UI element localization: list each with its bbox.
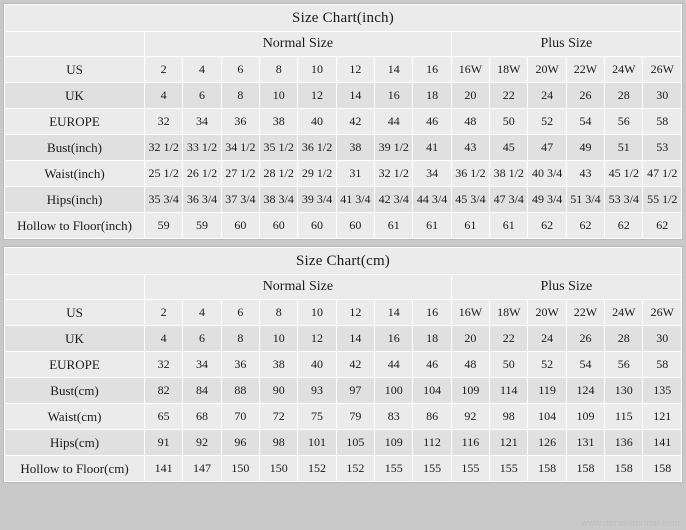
cell: 86	[413, 404, 451, 430]
table-row	[5, 187, 682, 213]
table-row	[5, 326, 682, 352]
group-header-plus: Plus Size	[451, 32, 681, 57]
cell: 40 3/4	[528, 161, 566, 187]
cell: 26	[566, 326, 604, 352]
cell: 10	[260, 326, 298, 352]
cell: 27 1/2	[221, 161, 259, 187]
cell: 52	[528, 352, 566, 378]
cell: 52	[528, 109, 566, 135]
cell: 40	[298, 109, 336, 135]
cell: 44	[375, 352, 413, 378]
cell: 116	[451, 430, 489, 456]
cell: 155	[451, 456, 489, 482]
cell: 155	[490, 456, 528, 482]
cell: 42	[336, 109, 374, 135]
cell: 147	[183, 456, 221, 482]
cell: 115	[605, 404, 643, 430]
cell: 22	[490, 326, 528, 352]
cell: 32 1/2	[375, 161, 413, 187]
cell: 8	[221, 326, 259, 352]
table-row	[5, 378, 682, 404]
cell: 24W	[605, 57, 643, 83]
cell: 97	[336, 378, 374, 404]
cell: 109	[375, 430, 413, 456]
cell: 65	[145, 404, 183, 430]
cell: 26	[566, 83, 604, 109]
cell: 50	[490, 109, 528, 135]
cell: 10	[260, 83, 298, 109]
cell: 39 1/2	[375, 135, 413, 161]
cell: 34	[183, 352, 221, 378]
cell: 54	[566, 352, 604, 378]
cell: 40	[298, 352, 336, 378]
cell: 14	[375, 57, 413, 83]
row-label: EUROPE	[5, 352, 145, 378]
cell: 18	[413, 83, 451, 109]
size-chart-cm	[3, 246, 683, 483]
cell: 20W	[528, 300, 566, 326]
cell: 49	[566, 135, 604, 161]
cell: 124	[566, 378, 604, 404]
row-label: EUROPE	[5, 109, 145, 135]
cell: 88	[221, 378, 259, 404]
row-label: Hips(inch)	[5, 187, 145, 213]
chart-title: Size Chart(inch)	[5, 5, 682, 32]
cell: 34	[183, 109, 221, 135]
cell: 44	[375, 109, 413, 135]
cell: 49 3/4	[528, 187, 566, 213]
cell: 31	[336, 161, 374, 187]
cell: 101	[298, 430, 336, 456]
cell: 36	[221, 352, 259, 378]
cell: 61	[451, 213, 489, 239]
chart-title-row	[5, 248, 682, 275]
cell: 158	[566, 456, 604, 482]
cell: 61	[413, 213, 451, 239]
table-row	[5, 57, 682, 83]
cell: 45	[490, 135, 528, 161]
cell: 22W	[566, 300, 604, 326]
cell: 53 3/4	[605, 187, 643, 213]
cell: 4	[145, 83, 183, 109]
cell: 20W	[528, 57, 566, 83]
cell: 12	[298, 83, 336, 109]
row-label: Hollow to Floor(inch)	[5, 213, 145, 239]
table-row	[5, 456, 682, 482]
cell: 60	[298, 213, 336, 239]
cell: 8	[221, 83, 259, 109]
cell: 33 1/2	[183, 135, 221, 161]
cell: 25 1/2	[145, 161, 183, 187]
cell: 79	[336, 404, 374, 430]
cell: 60	[260, 213, 298, 239]
cell: 14	[336, 83, 374, 109]
cell: 36 1/2	[451, 161, 489, 187]
cell: 24	[528, 83, 566, 109]
cell: 18	[413, 326, 451, 352]
cell: 12	[298, 326, 336, 352]
cell: 47 3/4	[490, 187, 528, 213]
cell: 58	[643, 352, 682, 378]
cell: 158	[643, 456, 682, 482]
cell: 155	[375, 456, 413, 482]
cell: 22	[490, 83, 528, 109]
cell: 35 1/2	[260, 135, 298, 161]
cell: 62	[528, 213, 566, 239]
cell: 83	[375, 404, 413, 430]
group-header-normal: Normal Size	[145, 275, 452, 300]
cell: 75	[298, 404, 336, 430]
group-header-normal: Normal Size	[145, 32, 452, 57]
cell: 16	[413, 57, 451, 83]
cell: 43	[451, 135, 489, 161]
cell: 48	[451, 352, 489, 378]
cell: 8	[260, 57, 298, 83]
cell: 59	[145, 213, 183, 239]
row-label: Waist(cm)	[5, 404, 145, 430]
cell: 4	[145, 326, 183, 352]
table-row	[5, 213, 682, 239]
cell: 61	[490, 213, 528, 239]
cell: 104	[528, 404, 566, 430]
cell: 10	[298, 300, 336, 326]
cell: 56	[605, 352, 643, 378]
row-label: Hollow to Floor(cm)	[5, 456, 145, 482]
cell: 2	[145, 57, 183, 83]
cell: 126	[528, 430, 566, 456]
cell: 14	[336, 326, 374, 352]
cell: 39 3/4	[298, 187, 336, 213]
cell: 42	[336, 352, 374, 378]
cell: 32	[145, 109, 183, 135]
cell: 24W	[605, 300, 643, 326]
cell: 18W	[490, 300, 528, 326]
cell: 16W	[451, 57, 489, 83]
cell: 37 3/4	[221, 187, 259, 213]
cell: 59	[183, 213, 221, 239]
cell: 135	[643, 378, 682, 404]
cell: 158	[605, 456, 643, 482]
cell: 47 1/2	[643, 161, 682, 187]
cell: 98	[260, 430, 298, 456]
table-row	[5, 300, 682, 326]
table-row	[5, 430, 682, 456]
row-label: Bust(cm)	[5, 378, 145, 404]
group-header-row	[5, 275, 682, 300]
cell: 58	[643, 109, 682, 135]
cell: 51	[605, 135, 643, 161]
cell: 14	[375, 300, 413, 326]
cell: 105	[336, 430, 374, 456]
cell: 72	[260, 404, 298, 430]
row-label: Hips(cm)	[5, 430, 145, 456]
cell: 16	[375, 83, 413, 109]
cell: 20	[451, 83, 489, 109]
cell: 92	[451, 404, 489, 430]
chart-title-row	[5, 5, 682, 32]
cell: 26W	[643, 300, 682, 326]
cell: 155	[413, 456, 451, 482]
cell: 61	[375, 213, 413, 239]
cell: 48	[451, 109, 489, 135]
cell: 141	[643, 430, 682, 456]
cell: 68	[183, 404, 221, 430]
cell: 112	[413, 430, 451, 456]
cell: 54	[566, 109, 604, 135]
cell: 50	[490, 352, 528, 378]
cell: 41 3/4	[336, 187, 374, 213]
cell: 56	[605, 109, 643, 135]
cell: 62	[605, 213, 643, 239]
cell: 60	[336, 213, 374, 239]
cell: 150	[260, 456, 298, 482]
cell: 91	[145, 430, 183, 456]
table-row	[5, 352, 682, 378]
cell: 6	[183, 326, 221, 352]
cell: 28	[605, 326, 643, 352]
cell: 29 1/2	[298, 161, 336, 187]
cell: 109	[451, 378, 489, 404]
row-label: Bust(inch)	[5, 135, 145, 161]
cell: 16W	[451, 300, 489, 326]
table-row	[5, 135, 682, 161]
cell: 121	[643, 404, 682, 430]
cell: 38	[260, 109, 298, 135]
cell: 109	[566, 404, 604, 430]
cell: 53	[643, 135, 682, 161]
cell: 20	[451, 326, 489, 352]
cell: 55 1/2	[643, 187, 682, 213]
cell: 47	[528, 135, 566, 161]
cell: 51 3/4	[566, 187, 604, 213]
cell: 130	[605, 378, 643, 404]
cell: 24	[528, 326, 566, 352]
cell: 93	[298, 378, 336, 404]
cell: 42 3/4	[375, 187, 413, 213]
cell: 46	[413, 352, 451, 378]
cell: 26 1/2	[183, 161, 221, 187]
row-label: Waist(inch)	[5, 161, 145, 187]
cell: 28	[605, 83, 643, 109]
cell: 6	[183, 83, 221, 109]
cell: 104	[413, 378, 451, 404]
cell: 82	[145, 378, 183, 404]
cell: 90	[260, 378, 298, 404]
cell: 28 1/2	[260, 161, 298, 187]
size-chart-inch	[3, 3, 683, 240]
cell: 4	[183, 57, 221, 83]
cell: 6	[221, 57, 259, 83]
cell: 38 1/2	[490, 161, 528, 187]
cell: 119	[528, 378, 566, 404]
cell: 32	[145, 352, 183, 378]
cell: 36 3/4	[183, 187, 221, 213]
cell: 18W	[490, 57, 528, 83]
cell: 35 3/4	[145, 187, 183, 213]
cell: 30	[643, 326, 682, 352]
row-label: UK	[5, 326, 145, 352]
cell: 136	[605, 430, 643, 456]
cell: 16	[413, 300, 451, 326]
cell: 158	[528, 456, 566, 482]
cell: 141	[145, 456, 183, 482]
cell: 22W	[566, 57, 604, 83]
cell: 150	[221, 456, 259, 482]
cell: 45 1/2	[605, 161, 643, 187]
cell: 84	[183, 378, 221, 404]
cell: 92	[183, 430, 221, 456]
cell: 6	[221, 300, 259, 326]
cell: 8	[260, 300, 298, 326]
cell: 100	[375, 378, 413, 404]
row-label: UK	[5, 83, 145, 109]
cell: 70	[221, 404, 259, 430]
cell: 34 1/2	[221, 135, 259, 161]
cell: 62	[643, 213, 682, 239]
chart-title: Size Chart(cm)	[5, 248, 682, 275]
size-chart-cm-table	[4, 247, 682, 482]
cell: 41	[413, 135, 451, 161]
cell: 44 3/4	[413, 187, 451, 213]
cell: 16	[375, 326, 413, 352]
row-label: US	[5, 300, 145, 326]
cell: 62	[566, 213, 604, 239]
cell: 30	[643, 83, 682, 109]
group-header-blank	[5, 275, 145, 300]
row-label: US	[5, 57, 145, 83]
cell: 38 3/4	[260, 187, 298, 213]
cell: 34	[413, 161, 451, 187]
cell: 26W	[643, 57, 682, 83]
cell: 43	[566, 161, 604, 187]
size-chart-inch-table	[4, 4, 682, 239]
cell: 10	[298, 57, 336, 83]
group-header-blank	[5, 32, 145, 57]
table-row	[5, 404, 682, 430]
cell: 32 1/2	[145, 135, 183, 161]
group-header-row	[5, 32, 682, 57]
table-row	[5, 161, 682, 187]
cell: 12	[336, 57, 374, 83]
cell: 4	[183, 300, 221, 326]
cell: 45 3/4	[451, 187, 489, 213]
cell: 114	[490, 378, 528, 404]
cell: 36	[221, 109, 259, 135]
table-row	[5, 83, 682, 109]
table-row	[5, 109, 682, 135]
cell: 98	[490, 404, 528, 430]
cell: 152	[298, 456, 336, 482]
cell: 2	[145, 300, 183, 326]
group-header-plus: Plus Size	[451, 275, 681, 300]
cell: 121	[490, 430, 528, 456]
cell: 96	[221, 430, 259, 456]
cell: 152	[336, 456, 374, 482]
cell: 60	[221, 213, 259, 239]
cell: 38	[260, 352, 298, 378]
watermark: www.doraslebridal.com	[581, 518, 680, 528]
cell: 38	[336, 135, 374, 161]
cell: 131	[566, 430, 604, 456]
cell: 46	[413, 109, 451, 135]
cell: 36 1/2	[298, 135, 336, 161]
cell: 12	[336, 300, 374, 326]
